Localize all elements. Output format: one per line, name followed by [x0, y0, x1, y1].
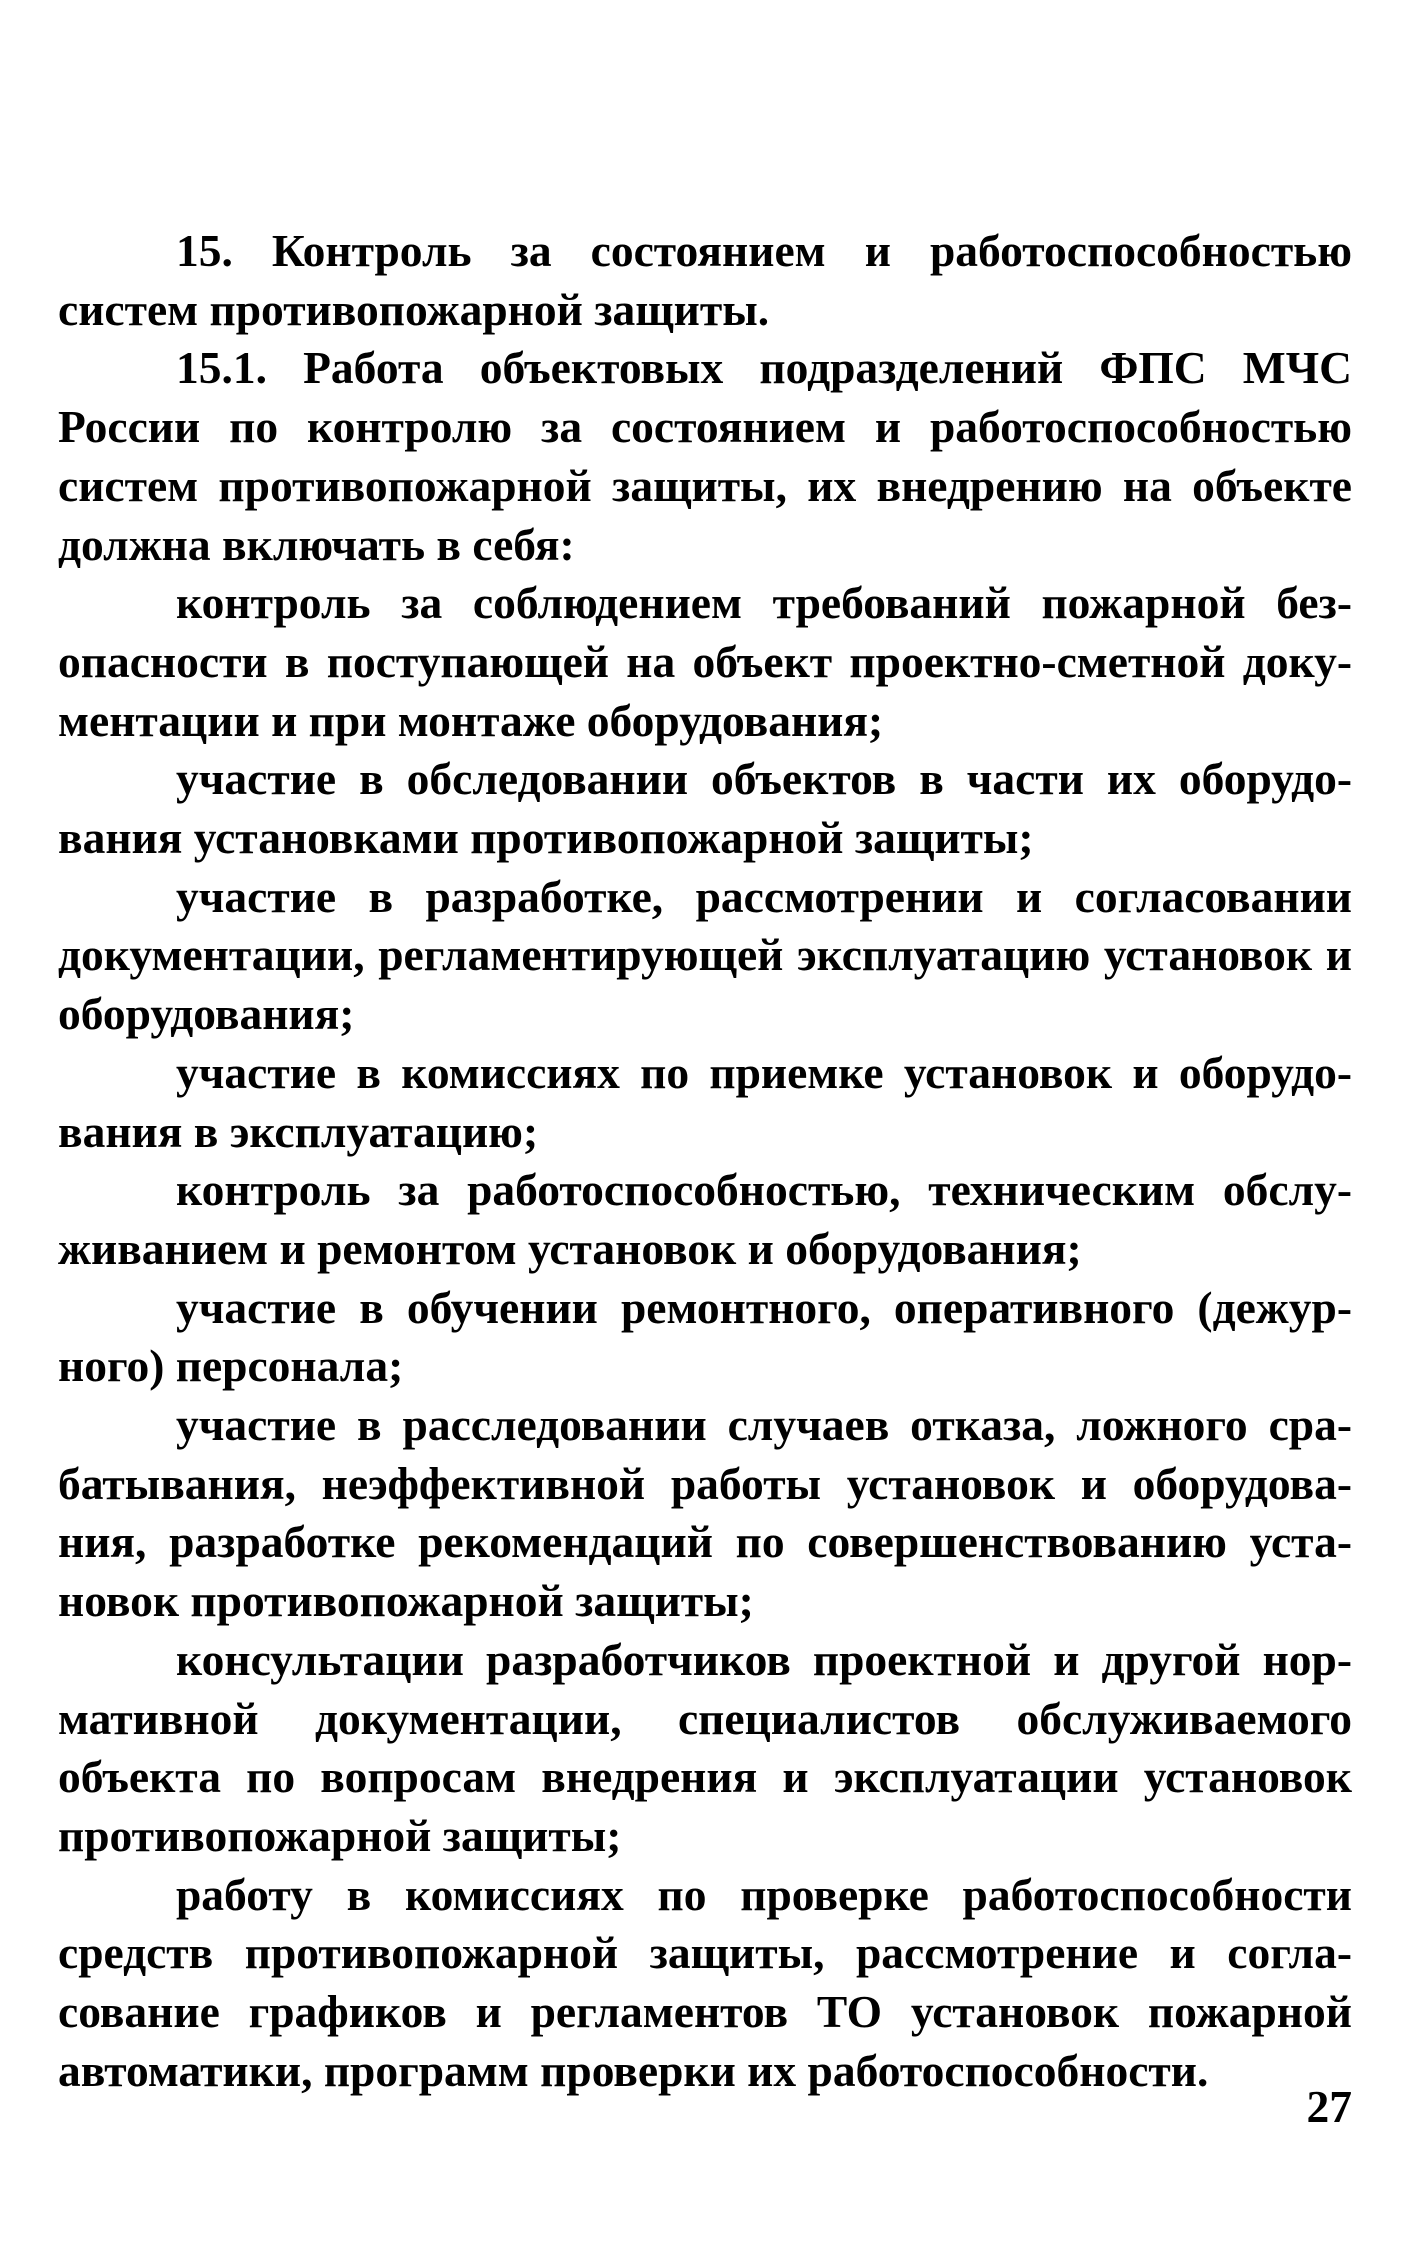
list-item: консультации разработчиков проектной и другой нормативной документации, специалистов обслуживаемого объекта по вопросам внедрения и эксплуатации установок противопожарной защиты; [58, 1633, 1352, 1861]
list-item: участие в разработке, рассмотрении и согласовании документации, регламентирующей эксплуатацию установок и оборудования; [58, 870, 1352, 1040]
list-item: работу в комиссиях по проверке работоспособности средств противопожарной защиты, рассмотрение и согласование графиков и регламентов ТО установок пожарной автоматики, программ проверки их работоспособности. [58, 1868, 1352, 2096]
document-page [58, 222, 1352, 2101]
list-item: контроль за работоспособностью, техническим обслуживанием и ремонтом установок и оборудования; [58, 1164, 1352, 1274]
list-item: участие в расследовании случаев отказа, ложного срабатывания, неэффективной работы установок и оборудования, разработке рекомендаций по совершенствованию установок противопожарной защиты; [58, 1399, 1352, 1627]
list-item: участие в комиссиях по приемке установок и оборудования в эксплуатацию; [58, 1046, 1352, 1157]
page-number: 27 [1306, 2081, 1352, 2132]
list-item: участие в обследовании объектов в части их оборудования установками противопожарной защиты; [58, 753, 1352, 864]
subsection-intro: 15.1. Работа объектовых подразделений ФПС МЧС России по контролю за состоянием и работоспособностью систем противопожарной защиты, их внедрению на объекте должна включать в себя: [58, 342, 1352, 570]
section-heading: 15. Контроль за состоянием и работоспособностью систем противопожарной защиты. [58, 225, 1352, 335]
list-item: контроль за соблюдением требований пожарной безопасности в поступающей на объект проектно-сметной документации и при монтаже оборудования; [58, 577, 1352, 746]
duty-list [58, 574, 1352, 2100]
list-item: участие в обучении ремонтного, оперативного (дежурного) персонала; [58, 1281, 1352, 1392]
